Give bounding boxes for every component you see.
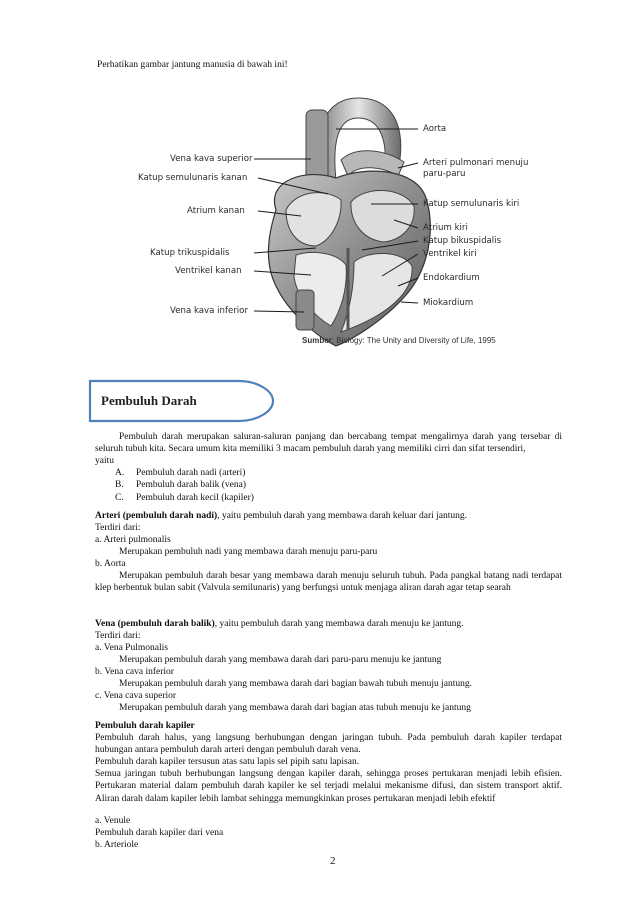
kapiler-paragraph-2: Pembuluh darah kapiler tersusun atas satu lapis sel pipih satu lapisan. (95, 757, 360, 767)
label-aorta: Aorta (423, 124, 447, 134)
label-endokardium: Endokardium (423, 273, 480, 283)
kapiler-paragraph-1: Pembuluh darah halus, yang langsung berhubungan dengan jaringan tubuh. Pada pembuluh darah kapiler terdapat hubungan antara pembuluh darah arteri dengan pembuluh darah vena. (95, 733, 562, 756)
label-katup-semulunaris-kiri: Katup semulunaris kiri (423, 199, 520, 209)
vena-c-title: c. Vena cava superior (95, 691, 177, 701)
label-ventrikel-kiri: Ventrikel kiri (423, 249, 477, 259)
kapiler-heading: Pembuluh darah kapiler (95, 721, 195, 731)
list-item: C. Pembuluh darah kecil (kapiler) (115, 492, 254, 503)
arteri-a-title: a. Arteri pulmonalis (95, 535, 171, 545)
label-vena-kava-inferior: Vena kava inferior (170, 306, 248, 316)
label-katup-semulunaris-kanan: Katup semulunaris kanan (138, 173, 248, 183)
vena-a-title: a. Vena Pulmonalis (95, 643, 168, 653)
vena-a-desc: Merupakan pembuluh darah yang membawa darah dari paru-paru menuju ke jantung (119, 655, 442, 665)
heart-figure (136, 90, 556, 352)
list-item: B. Pembuluh darah balik (vena) (115, 480, 247, 491)
arteri-consists: Terdiri dari: (95, 523, 141, 533)
label-arteri-pulmonari: Arteri pulmonari menuju (423, 158, 529, 168)
vena-c-desc: Merupakan pembuluh darah yang membawa darah dari bagian atas tubuh menuju ke jantung (119, 703, 471, 713)
section-title: Pembuluh Darah (101, 393, 197, 408)
paragraph-intro-tail: yaitu (95, 456, 114, 466)
arteri-a-desc: Merupakan pembuluh nadi yang membawa darah menuju paru-paru (119, 547, 378, 557)
page-number: 2 (330, 855, 336, 867)
vena-b-title: b. Vena cava inferior (95, 667, 174, 677)
arteri-term: Arteri (pembuluh darah nadi) (95, 511, 218, 521)
figure-source: Sumber: Biology: The Unity and Diversity of Life, 1995 (302, 336, 496, 345)
kapiler-b-title: b. Arteriole (95, 840, 139, 850)
label-atrium-kanan: Atrium kanan (187, 206, 245, 216)
vena-term: Vena (pembuluh darah balik) (95, 619, 215, 629)
label-katup-trikuspidalis: Katup trikuspidalis (150, 248, 230, 258)
kapiler-a-title: a. Venule (95, 816, 131, 826)
vessel-types-list (95, 467, 562, 504)
list-item: A. Pembuluh darah nadi (arteri) (115, 468, 246, 478)
paragraph-intro: Pembuluh darah merupakan saluran-saluran panjang dan bercabang tempat mengalirnya darah yang tersebar di seluruh tubuh kita. Secara umum kita memiliki 3 macam pembuluh darah yang memiliki cirri dan sifat tersendiri, (95, 432, 562, 455)
label-miokardium: Miokardium (423, 298, 474, 308)
vena-b-desc: Merupakan pembuluh darah yang membawa darah dari bagian bawah tubuh menuju jantung. (119, 679, 472, 689)
label-katup-bikuspidalis: Katup bikuspidalis (423, 236, 502, 246)
vena-definition: Vena (pembuluh darah balik), yaitu pembuluh darah yang membawa darah menuju ke jantung. (95, 619, 464, 629)
intro-text: Perhatikan gambar jantung manusia di bawah ini! (97, 59, 288, 70)
kapiler-paragraph-3: Semua jaringan tubuh berhubungan langsung dengan kapiler darah, sehingga proses pertukaran menjadi lebih efisien. Pertukaran material dalam pembuluh darah kapiler ke sel terjadi melalui mekanisme difusi, dan sistem transport aktif. Aliran darah dalam kapiler lebih lambat sehingga memungkinkan proses pertukaran menjadi lebih efektif (95, 769, 562, 804)
kapiler-a-desc: Pembuluh darah kapiler dari vena (95, 828, 224, 838)
arteri-b-title: b. Aorta (95, 559, 126, 569)
label-ventrikel-kanan: Ventrikel kanan (175, 266, 242, 276)
arteri-definition: Arteri (pembuluh darah nadi), yaitu pembuluh darah yang membawa darah keluar dari jantung. (95, 511, 468, 521)
vena-consists: Terdiri dari: (95, 631, 141, 641)
label-paru-paru: paru-paru (423, 169, 466, 179)
arteri-b-desc: Merupakan pembuluh darah besar yang membawa darah menuju seluruh tubuh. Pada pangkal batang nadi terdapat klep berbentuk bulan sabit (Valvula semilunaris) yang berfungsi untuk menjaga aliran darah agar tetap searah (95, 571, 562, 594)
label-vena-kava-superior: Vena kava superior (170, 154, 253, 164)
label-atrium-kiri: Atrium kiri (423, 223, 468, 233)
